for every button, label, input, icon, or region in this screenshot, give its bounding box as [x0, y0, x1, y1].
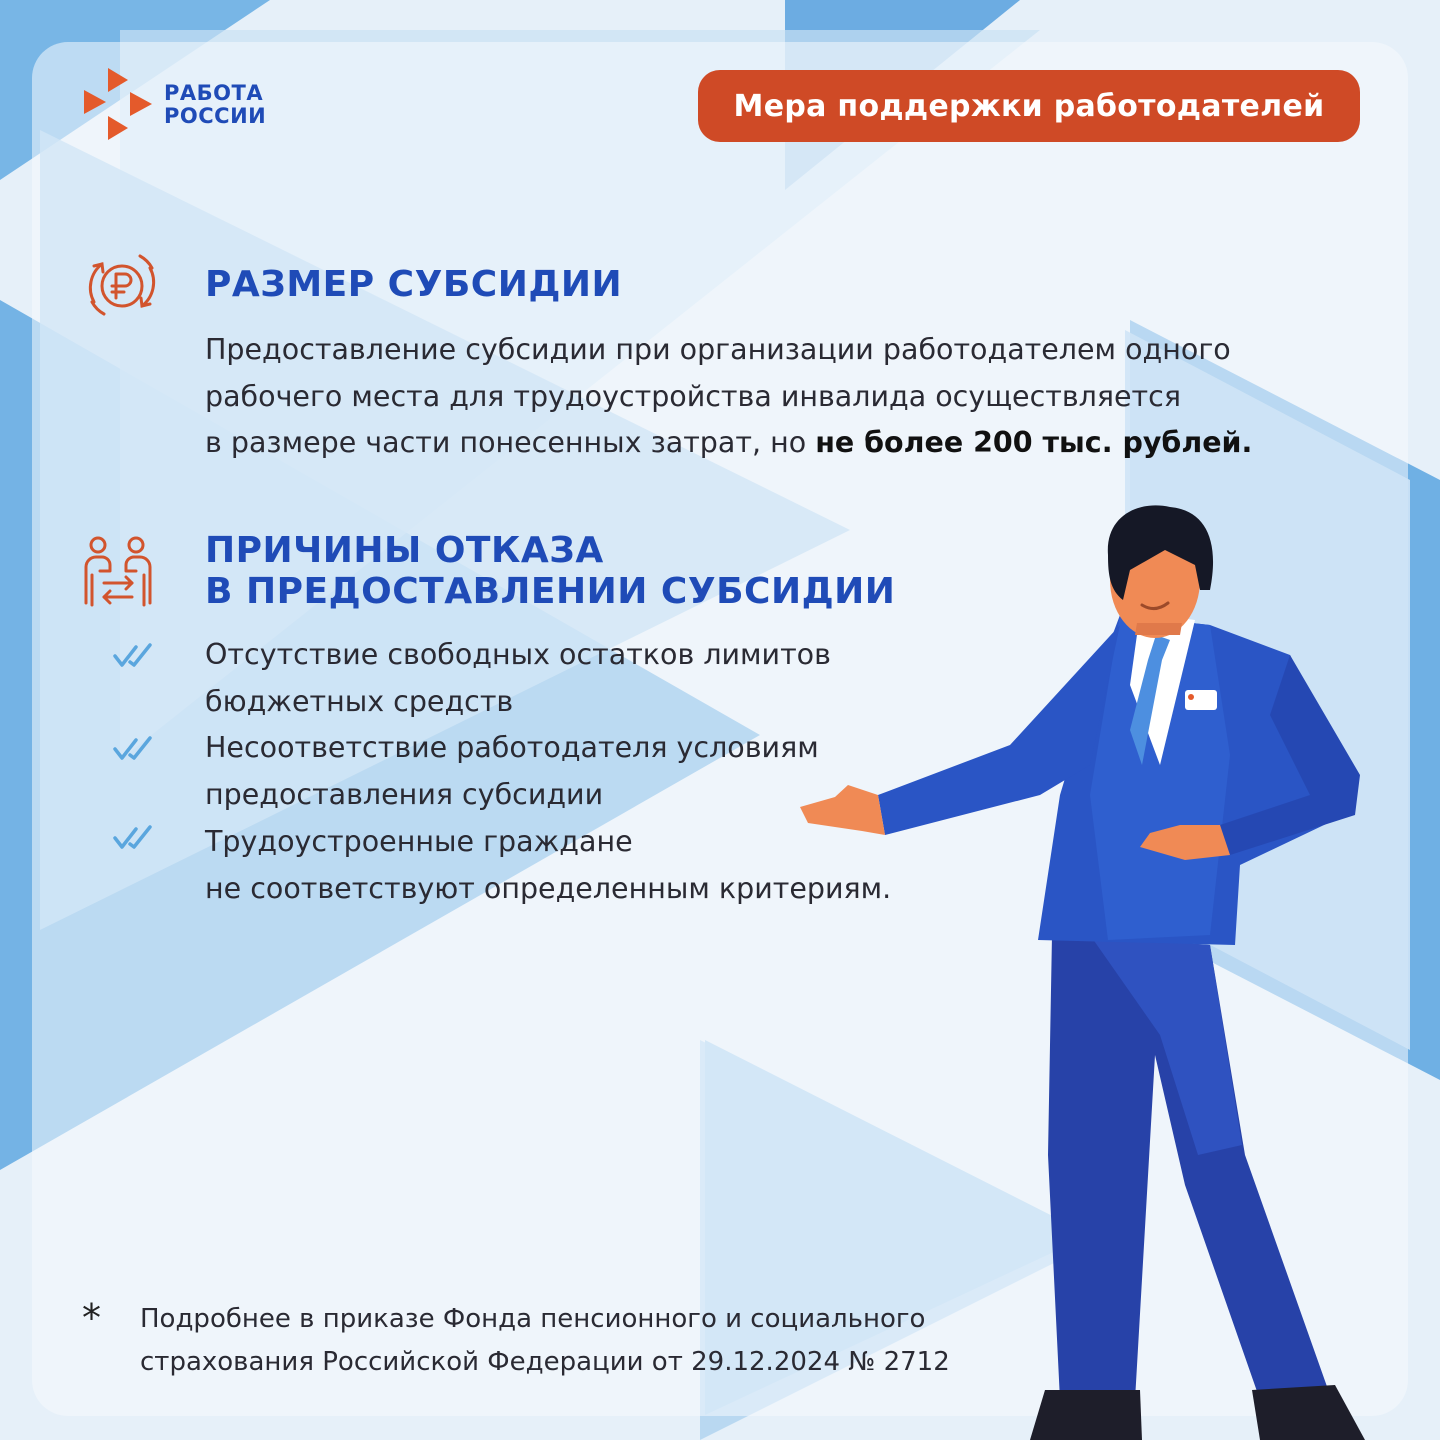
refusal-reason-line1: Отсутствие свободных остатков лимитов — [205, 638, 831, 671]
subsidy-size-line3-normal: в размере части понесенных затрат, но — [205, 426, 816, 459]
refusal-reason-line2: предоставления субсидии — [205, 778, 604, 811]
footnote-marker: * — [82, 1296, 101, 1340]
refusal-title-line1: ПРИЧИНЫ ОТКАЗА — [205, 530, 604, 571]
support-measure-badge: Мера поддержки работодателей — [698, 70, 1360, 142]
double-check-icon — [112, 824, 154, 852]
refusal-reason-line1: Трудоустроенные граждане — [205, 825, 633, 858]
double-check-icon — [112, 735, 154, 763]
ruble-exchange-icon — [82, 250, 162, 320]
subsidy-size-line2: рабочего места для трудоустройства инвалида осуществляется — [205, 379, 1181, 413]
brand-name — [164, 82, 266, 128]
brand-line1: РАБОТА — [164, 81, 264, 105]
refusal-reason-line2: не соответствуют определенным критериям. — [205, 872, 892, 905]
subsidy-size-line1: Предоставление субсидии при организации работодателем одного — [205, 333, 1231, 366]
subsidy-size-line3-bold: не более 200 тыс. рублей. — [815, 426, 1253, 459]
footnote-line2: страхования Российской Федерации от 29.12.2024 № 2712 — [140, 1347, 950, 1377]
people-exchange-icon — [82, 535, 154, 610]
footnote-line1: Подробнее в приказе Фонда пенсионного и социального — [140, 1304, 926, 1334]
subsidy-size-text — [205, 327, 1252, 467]
subsidy-size-line3 — [205, 420, 1252, 467]
refusal-reason-line2: бюджетных средств — [205, 685, 514, 718]
footnote-text — [140, 1298, 950, 1384]
section-subsidy-size-title: РАЗМЕР СУБСИДИИ — [205, 264, 623, 305]
refusal-reason-line1: Несоответствие работодателя условиям — [205, 731, 819, 764]
double-check-icon — [112, 642, 154, 670]
brand-line2: РОССИИ — [164, 104, 267, 128]
refusal-title-line2: В ПРЕДОСТАВЛЕНИИ СУБСИДИИ — [205, 571, 896, 612]
